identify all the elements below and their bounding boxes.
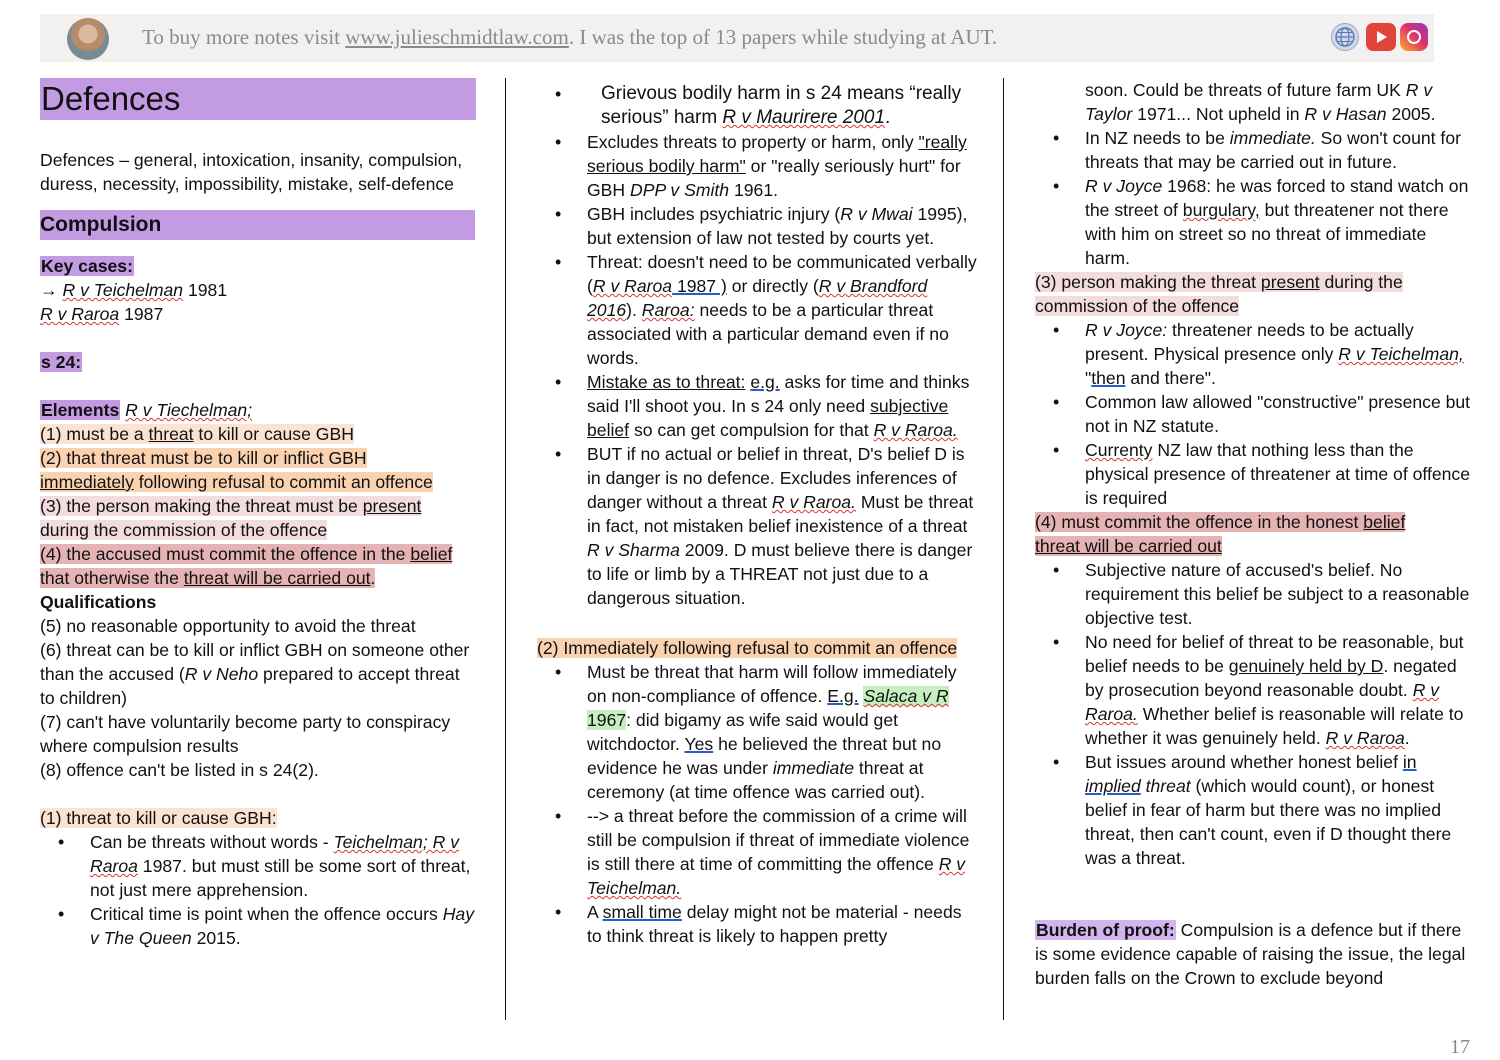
text: threat [148,424,194,444]
threat-heading: (1) threat to kill or cause GBH: [40,808,277,828]
case-name: R v Raroa [1325,728,1405,748]
banner-prefix: To buy more notes visit [142,25,346,49]
text: or directly ( [726,276,819,296]
case-name: R v Sharma [587,540,680,560]
case-name: R v Hasan [1304,104,1387,124]
text: to kill or cause GBH [193,424,354,444]
text: . [1404,728,1410,748]
text: (which would count), or honest belief in fear of harm but there was no implied threat, then can't count, even if D thought there was a threat. [1085,776,1452,868]
text: needs to be a particular threat associated with a particular demand even if no words. [587,300,949,368]
case-name: Teichelman; R v Raroa [90,832,459,876]
text: and there". [1125,368,1216,388]
text: burgulary, [1182,200,1260,220]
belief-list [1035,558,1475,870]
text: asks for time and thinks said I'll shoot you. In s 24 only need [587,372,970,416]
text: Excludes threats to property or harm, only [587,132,919,152]
s24-label: s 24: [41,352,82,372]
text: or "really seriously hurt" for GBH [587,156,961,200]
text: he believed the threat but no evidence he was under [587,734,942,778]
case-name: R v Raroa. [771,492,856,512]
text: 1987. but must still be some sort of threat, not just mere apprehension. [90,856,471,900]
text: In NZ needs to be [1085,128,1230,148]
burden-of-proof [1035,918,1475,990]
text: (3) person making the threat [1035,272,1261,292]
case-name: Salaca v R [863,686,949,706]
list-item [537,250,977,370]
text: Must be threat that harm will follow immediately on non-compliance of offence. [587,662,957,706]
text: subjective belief [587,396,949,440]
text: (4) must commit the offence in the honest [1035,512,1364,532]
case-year: 1987 [119,304,164,324]
text: immediate [772,758,855,778]
text: (1) must be a [40,424,149,444]
text: threat at ceremony (at time offence was carried out). [587,758,926,802]
text: Threat: doesn't need to be communicated verbally ( [587,252,977,296]
text: Yes [684,734,714,754]
text: 1971... Not upheld in [1132,104,1305,124]
qualification-6 [40,638,476,710]
text: so can get compulsion for that [629,420,874,440]
banner-suffix: . I was the top of 13 papers while studying at AUT. [568,25,998,49]
list-item [1035,438,1475,510]
text: Critical time is point when the offence occurs [90,904,443,924]
immediately-list [537,660,977,948]
globe-icon[interactable] [1331,23,1359,51]
youtube-icon[interactable] [1366,23,1396,51]
list-item [537,660,977,804]
case-name: R v Mwai [840,204,913,224]
list-item [1035,318,1475,390]
case-name: R v Joyce: [1085,320,1168,340]
column-1 [40,78,476,950]
text: but threatener not there with him on street so no threat of immediate harm. [1085,200,1449,268]
gbh-list [537,82,977,610]
list-item [40,902,476,950]
case-name: R v Maurirere 2001 [722,107,886,128]
section-heading-compulsion: Compulsion [40,210,475,240]
list-item [537,442,977,610]
list-item [537,900,977,948]
text: . [370,568,376,588]
key-cases-label: Key cases: [41,256,133,276]
page-title: Defences [40,78,476,120]
text: --> a threat before the commission of a crime will still be compulsion if threat of immediate violence is still there at time of committing the offence [587,806,970,874]
text: . [885,107,891,128]
intro-text: Defences – general, intoxication, insanity, compulsion, duress, necessity, impossibility, mistake, self-defence [40,150,463,194]
text: threat will be carried out [1035,536,1222,556]
page-number: 17 [1450,1036,1470,1058]
case-name: R v Teichelman. [587,854,966,898]
list-item [1035,174,1475,270]
text: GBH includes psychiatric injury ( [587,204,841,224]
list-item-continued [1035,78,1475,126]
qualifications-label: Qualifications [40,592,157,612]
text: 2015. [191,928,241,948]
text: Currenty [1085,440,1153,460]
text: delay might not be material - needs to think threat is likely to happen pretty [587,902,962,946]
text: (4) the accused must commit the offence in the [40,544,411,564]
text: threat will be carried out [183,568,371,588]
text: Mistake as to threat: [587,372,746,392]
key-case-2 [40,302,476,326]
immediately-heading: (2) Immediately following refusal to commit an offence [537,638,958,658]
case-name: Raroa: [641,300,695,320]
case-year: 1981 [183,280,228,300]
text: 1987 ) [672,276,727,296]
list-item [1035,630,1475,750]
case-name: R v Teichelman [62,280,184,300]
text: "really serious bodily harm" [587,132,967,176]
text: Whether belief is reasonable will relate to whether it was genuinely held. [1085,704,1464,748]
text: " [1085,368,1092,388]
text: No need for belief of threat to be reasonable, but belief needs to be [1085,632,1464,676]
present-list [1035,318,1475,510]
text: threatener needs to be actually present. Physical presence only [1085,320,1414,364]
case-name: R v Brandford 2016 [587,276,928,320]
list-item [1035,750,1475,870]
text: Can be threats without words - [90,832,334,852]
case-name: R v Raroa. [1085,680,1440,724]
present-heading [1035,270,1475,318]
case-name: R v Raroa [40,304,120,324]
text: ). [626,300,642,320]
belief-heading [1035,510,1475,558]
text: Must be threat in fact, not mistaken belief inexistence of a threat [587,492,974,536]
text: immediately [40,472,134,492]
case-name: DPP v Smith [630,180,730,200]
case-name: R v Raroa. [873,420,958,440]
elements-line [40,398,476,422]
text: (6) threat can be to kill or inflict GBH on someone other than the accused ( [40,640,470,684]
text: 1961. [729,180,779,200]
text: (3) the person making the threat must be [40,496,363,516]
element-4 [40,542,476,590]
text: immediate. [1229,128,1316,148]
banner-text [142,22,997,52]
case-name: R v Taylor [1085,80,1433,124]
text: NZ law that nothing less than the physical presence of threatener at time of offence is required [1085,440,1471,508]
list-item [537,130,977,202]
text: small time [602,902,682,922]
text: then [1091,368,1126,388]
text: 2005. [1386,104,1436,124]
text: in [1402,752,1417,772]
burden-label: Burden of proof: [1036,920,1175,940]
key-case-1 [40,278,476,302]
text: 1968: he was forced to stand watch on the street of [1085,176,1469,220]
text: belief [410,544,453,564]
text: Compulsion is a defence but if there is some evidence capable of raising the issue, the legal burden falls on the Crown to exclude beyond [1035,920,1466,988]
list-item [537,804,977,900]
text: 2009. D must believe there is danger to life or limb by a THREAT not just due to a dangerous situation. [587,540,973,608]
elements-label: Elements [41,400,120,420]
element-1 [40,422,476,446]
text: : did bigamy as wife said would get witchdoctor. [587,710,899,754]
text: E.g. [827,686,859,706]
qualification-8: (8) offence can't be listed in s 24(2). [40,760,319,780]
website-link[interactable]: www.julieschmidtlaw.com [345,25,569,49]
text: Grievous bodily harm in s 24 means “really serious” harm [601,83,962,128]
list-item: • Subjective nature of accused's belief. No requirement this belief be subject to a reasonable objective test. [1035,558,1475,630]
text: 1967 [587,710,627,730]
instagram-icon[interactable] [1400,23,1428,51]
text: (2) that threat must be to kill or inflict GBH [40,448,367,468]
text: 1995), but extension of law not tested by courts yet. [587,204,968,248]
text: that otherwise the [40,568,184,588]
case-name: R v Tiechelman; [125,400,253,420]
list-item [1035,126,1475,174]
text: present [1260,272,1320,292]
text: belief [1363,512,1406,532]
column-divider-2 [1003,78,1004,1020]
text: during the commission of the offence [40,520,328,540]
text: soon. Could be threats of future farm UK [1085,80,1406,100]
text: present [362,496,422,516]
list-item: • Common law allowed "constructive" presence but not in NZ statute. [1035,390,1475,438]
text: following refusal to commit an offence [133,472,433,492]
column-3 [1035,78,1475,990]
text: . negated by prosecution beyond reasonable doubt. [1085,656,1457,700]
case-name: R v Joyce [1085,176,1163,196]
list-item [537,370,977,442]
text: genuinely held by D [1228,656,1384,676]
case-name: R v Raroa [592,276,673,296]
case-name: Hay v The Queen [90,904,474,948]
list-item [40,830,476,902]
text: implied [1085,776,1141,796]
arrow-icon: → [40,280,58,300]
element-3 [40,494,476,542]
case-name: R v Neho [184,664,259,684]
element-2 [40,446,476,494]
threat-continued-list [1035,78,1475,270]
threat-list [40,830,476,950]
list-item [537,82,977,130]
text: So won't count for threats that may be carried out in future. [1085,128,1461,172]
qualification-5: (5) no reasonable opportunity to avoid the threat [40,616,416,636]
text: A [587,902,603,922]
column-2 [537,78,977,948]
qualification-7: (7) can't have voluntarily become party to conspiracy where compulsion results [40,712,451,756]
column-divider-1 [505,78,506,1020]
text: But issues around whether honest belief [1085,752,1403,772]
text: prepared to accept threat to children) [40,664,460,708]
list-item [537,202,977,250]
author-avatar [67,18,109,60]
text: BUT if no actual or belief in threat, D's belief D is in danger is no defence. Excludes inferences of danger without a threat [587,444,965,512]
text: during the commission of the offence [1035,272,1403,316]
case-name: R v Teichelman, [1338,344,1464,364]
text: e.g. [750,372,780,392]
text: threat [1140,776,1191,796]
